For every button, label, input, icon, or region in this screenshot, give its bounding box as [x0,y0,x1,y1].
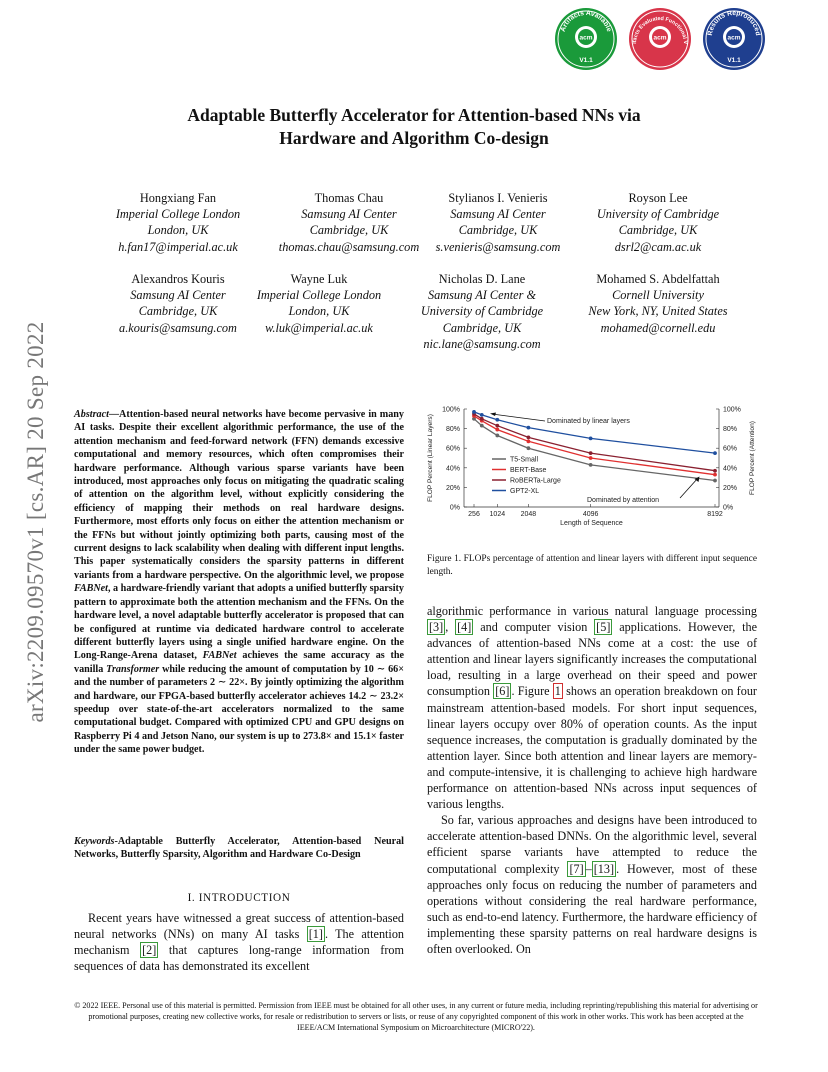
y-tick-label-right: 40% [723,465,738,473]
citation-link[interactable]: [3] [429,620,444,635]
author-location: London, UK [147,223,209,238]
arrow-head-top [490,413,496,417]
intro-paragraph [427,812,757,957]
author-email[interactable]: nic.lane@samsung.com [423,336,541,351]
author-name: Alexandros Kouris [131,272,225,286]
data-point-t5-small [713,479,717,483]
author-email[interactable]: mohamed@cornell.edu [600,320,716,335]
y-axis-label-right: FLOP Percent (Attention) [749,421,756,495]
text-run: . However, most of these approaches only focus on reducing the number of parameters and operations without considering the real hardware performance, such as end-to-end latency. Furthermore, the hardware efficiency of implementing these sparsity patterns on real hardware designs is often overlooked. On [427,861,757,956]
author-name: Mohamed S. Abdelfattah [596,272,720,286]
annotation-linear: Dominated by linear layers [547,418,630,425]
data-point-t5-small [480,424,484,428]
author-location: Cambridge, UK [458,223,538,238]
intro-right-column [427,603,757,957]
author-location: Cambridge, UK [309,223,389,238]
y-tick-label-left: 80% [445,426,460,434]
data-point-bert-base [495,428,499,432]
abstract-text-1: —Attention-based neural networks have become pervasive in many AI tasks. Despite their excellent algorithmic performance, the use of the attention mechanism and feed-forward network (FFN) demands excessive computational and memory resources, which often compromises their hardware performance. Although various sparse variants have been introduced, most approaches only focus on mitigating the quadratic scaling of attention on the algorithm level, without explicitly considering the efficiency of mapping their methods on real hardware designs. Furthermore, most efforts only focus on either the attention mechanism or the FFNs but without jointly optimizing both parts, causing most of the current designs to lack scalability when dealing with different input lengths. This paper systematically considers the sparsity patterns in different variants from a hardware perspective. On the algorithmic level, we propose [74,409,404,581]
figure-link[interactable]: 1 [554,684,561,699]
intro-left-column [74,910,404,974]
author-affiliation-2: University of Cambridge [420,304,544,319]
citation-link[interactable]: [2] [142,943,157,958]
author-email[interactable]: dsrl2@cam.ac.uk [614,239,702,254]
keywords [74,835,404,862]
legend-entry: T5-Small [510,456,539,464]
author-email[interactable]: a.kouris@samsung.com [119,320,237,335]
figure-caption: Figure 1. FLOPs percentage of attention and linear layers with different input sequence length. [427,554,757,577]
author-email[interactable]: s.venieris@samsung.com [435,239,561,254]
data-point-bert-base [527,439,531,443]
x-tick-label: 2048 [520,511,537,518]
abstract-fabnet-2: FABNet [202,650,237,662]
keywords-text: -Adaptable Butterfly Accelerator, Attention-based Neural Networks, Butterfly Sparsity, Algorithm and Hardware Co-Design [74,836,404,861]
text-run: and computer vision [473,620,595,635]
text-run: algorithmic performance in various natural language processing [427,604,757,618]
intro-paragraph [427,603,757,812]
data-point-gpt2-xl [713,451,717,455]
author-location: New York, NY, United States [588,304,728,319]
data-point-roberta-large [527,436,531,440]
author-affiliation: Samsung AI Center [130,288,226,303]
x-tick-label: 256 [468,511,480,518]
acm-badges [550,4,770,74]
author-location: Cambridge, UK [138,304,218,319]
abstract-transformer: Transformer [106,663,160,675]
abstract-label: Abstract [74,409,109,420]
data-point-gpt2-xl [472,410,476,414]
text-run: applications. However, the advances of attention-based NNs come at a cost: the use of attention and linear layers significantly increases the computational load, resulting in a large overhead on their speed and power consumption [427,620,757,699]
badge-acm-text-3: acm [727,34,741,42]
author-name: Hongxiang Fan [139,191,217,205]
data-point-t5-small [589,463,593,467]
author-affiliation: Samsung AI Center [301,207,397,222]
author-affiliation: Samsung AI Center [450,207,546,222]
citation-link[interactable]: [5] [596,620,611,635]
flops-chart [424,402,760,527]
x-tick-label: 1024 [489,511,506,518]
author-name: Nicholas D. Lane [438,272,526,286]
abstract-text-3: achieves the same accuracy as the vanilla [74,650,404,675]
data-point-t5-small [527,446,531,450]
data-point-gpt2-xl [480,413,484,417]
artifacts-evaluated-badge [624,4,696,74]
title-line-2: Hardware and Algorithm Co-design [279,128,549,148]
author-email[interactable]: thomas.chau@samsung.com [278,239,420,254]
data-point-bert-base [589,456,593,460]
badge-1-text: Artifacts Available [559,9,613,33]
x-axis-label: Length of Sequence [560,520,623,527]
y-tick-label-left: 60% [445,445,460,453]
arxiv-stamp [22,285,50,759]
author-affiliation: Imperial College London [256,288,382,303]
y-axis-label-left: FLOP Percent (Linear Layers) [427,414,434,502]
x-tick-label: 8192 [707,511,723,518]
keywords-label: Keywords [74,836,115,847]
badge-3-version: V1.1 [727,57,741,64]
citation-link[interactable]: [1] [308,927,323,942]
text-run: that captures long-range information from sequences of data has demonstrated its excellent [74,943,404,974]
author-affiliation: Imperial College London [115,207,241,222]
legend-entry: RoBERTa-Large [510,477,561,485]
text-run: . The attention mechanism [74,927,405,958]
data-point-gpt2-xl [589,437,593,441]
text-run: shows an operation breakdown on four mainstream attention-based models. For short input sequences, linear layers occupy over 80% of operation counts. As the input sequence increases, the computation is gradually dominated by the attention layer. Since both attention and linear layers are memory- and compute-intensive, it is challenging to achieve high hardware performance on attention-based NNs across input sequences of various lengths. [427,684,757,812]
text-run: So far, various approaches and designs have been introduced to accelerate attention-based DNNs. On the algorithmic level, several efficient sparse variants have attempted to reduce the computational complexity [427,813,757,876]
y-tick-label-left: 40% [445,465,460,473]
badge-3-text: Results Reproduced [706,9,762,37]
abstract-fabnet: FABNet [74,583,108,595]
author-block [578,190,738,255]
y-tick-label-right: 60% [723,445,738,453]
author-location: Cambridge, UK [442,320,522,335]
author-block [568,271,748,336]
arxiv-stamp-text: arXiv:2209.09570v1 [cs.AR] 20 Sep 2022 [23,321,48,723]
title-line-1: Adaptable Butterfly Accelerator for Attention-based NNs via [187,105,641,125]
badge-2-text: ifacts Evaluated Functional V [631,15,689,45]
legend-entry: GPT2-XL [510,488,540,495]
author-name: Thomas Chau [314,191,384,205]
author-block [88,190,268,255]
author-affiliation: University of Cambridge [596,207,720,222]
data-point-bert-base [713,473,717,477]
data-point-roberta-large [480,417,484,421]
text-run: Recent years have witnessed a great success of attention-based neural networks (NNs) on many AI tasks [74,911,404,942]
citation-link[interactable]: [4] [457,620,472,635]
data-point-t5-small [495,434,499,438]
x-tick-label: 4096 [582,511,599,518]
text-run: – [585,861,592,876]
artifacts-available-badge [550,4,622,74]
author-block [88,271,268,336]
author-block [244,271,394,336]
paper-title [100,104,728,150]
y-tick-label-right: 100% [723,406,741,414]
abstract-text-2: , a hardware-friendly variant that adopts a unified butterfly sparsity pattern to approximate both the attention mechanism and the FFNs. On the hardware level, a novel adaptable butterfly accelerator is proposed that can be configured at runtime via dedicated hardware control to accelerate different butterfly layers using a single unified hardware engine. On the Long-Range-Arena dataset, [74,583,404,662]
author-email[interactable]: w.luk@imperial.ac.uk [265,320,373,335]
copyright-footer: © 2022 IEEE. Personal use of this material is permitted. Permission from IEEE must be obtained for all other uses, in any current or future media, including reprinting/republishing this material for advertising or promotional purposes, creating new collective works, for resale or redistribution to servers or lists, or reuse of any copyrighted component of this work in other works. This work has been accepted at the IEEE/ACM International Symposium on Microarchitecture (MICRO'22). [74,1001,758,1032]
results-reproduced-badge [698,4,770,74]
badge-1-version: V1.1 [579,57,593,64]
y-tick-label-right: 80% [723,426,738,434]
abstract [74,408,404,757]
citation-link[interactable]: [13] [593,861,615,876]
data-point-roberta-large [495,424,499,428]
legend-entry: BERT-Base [510,467,547,474]
badge-acm-text-2: acm [653,34,667,42]
y-tick-label-right: 0% [723,504,734,512]
author-name: Stylianos I. Venieris [448,191,548,205]
y-tick-label-left: 100% [442,406,460,414]
author-email[interactable]: h.fan17@imperial.ac.uk [118,239,238,254]
citation-link[interactable]: [6] [495,684,510,699]
badge-acm-text: acm [579,34,593,42]
data-point-gpt2-xl [527,426,531,430]
data-point-roberta-large [713,469,717,473]
author-affiliation: Samsung AI Center & [427,288,537,303]
text-run: . Figure [511,684,553,699]
y-tick-label-left: 20% [445,484,460,492]
data-point-gpt2-xl [495,418,499,422]
data-point-roberta-large [589,451,593,455]
author-name: Royson Lee [628,191,688,205]
text-run: , [445,620,456,635]
y-tick-label-right: 20% [723,484,738,492]
author-location: London, UK [288,304,350,319]
y-tick-label-left: 0% [449,504,460,512]
section-heading: I. INTRODUCTION [187,892,291,904]
intro-paragraph [74,910,404,974]
abstract-text-4: while reducing the amount of computation by 10 ∼ 66× and the number of parameters 2 ∼ 22×. By jointly optimizing the algorithm and hardware, our FPGA-based butterfly accelerator achieves 14.2 ∼ 23.2× speedup over state-of-the-art accelerators normalized to the same computational budget. Compared with optimized CPU and GPU designs on Raspberry Pi 4 and Jetson Nano, our system is up to 273.8× and 15.1× faster under the same power budget. [74,663,404,756]
annotation-attention: Dominated by attention [587,497,659,504]
annotation-arrow-bottom [680,478,698,498]
author-name: Wayne Luk [290,272,348,286]
author-affiliation: Cornell University [612,288,704,303]
citation-link[interactable]: [7] [569,861,584,876]
author-location: Cambridge, UK [618,223,698,238]
author-block [402,271,562,352]
author-block [418,190,578,255]
